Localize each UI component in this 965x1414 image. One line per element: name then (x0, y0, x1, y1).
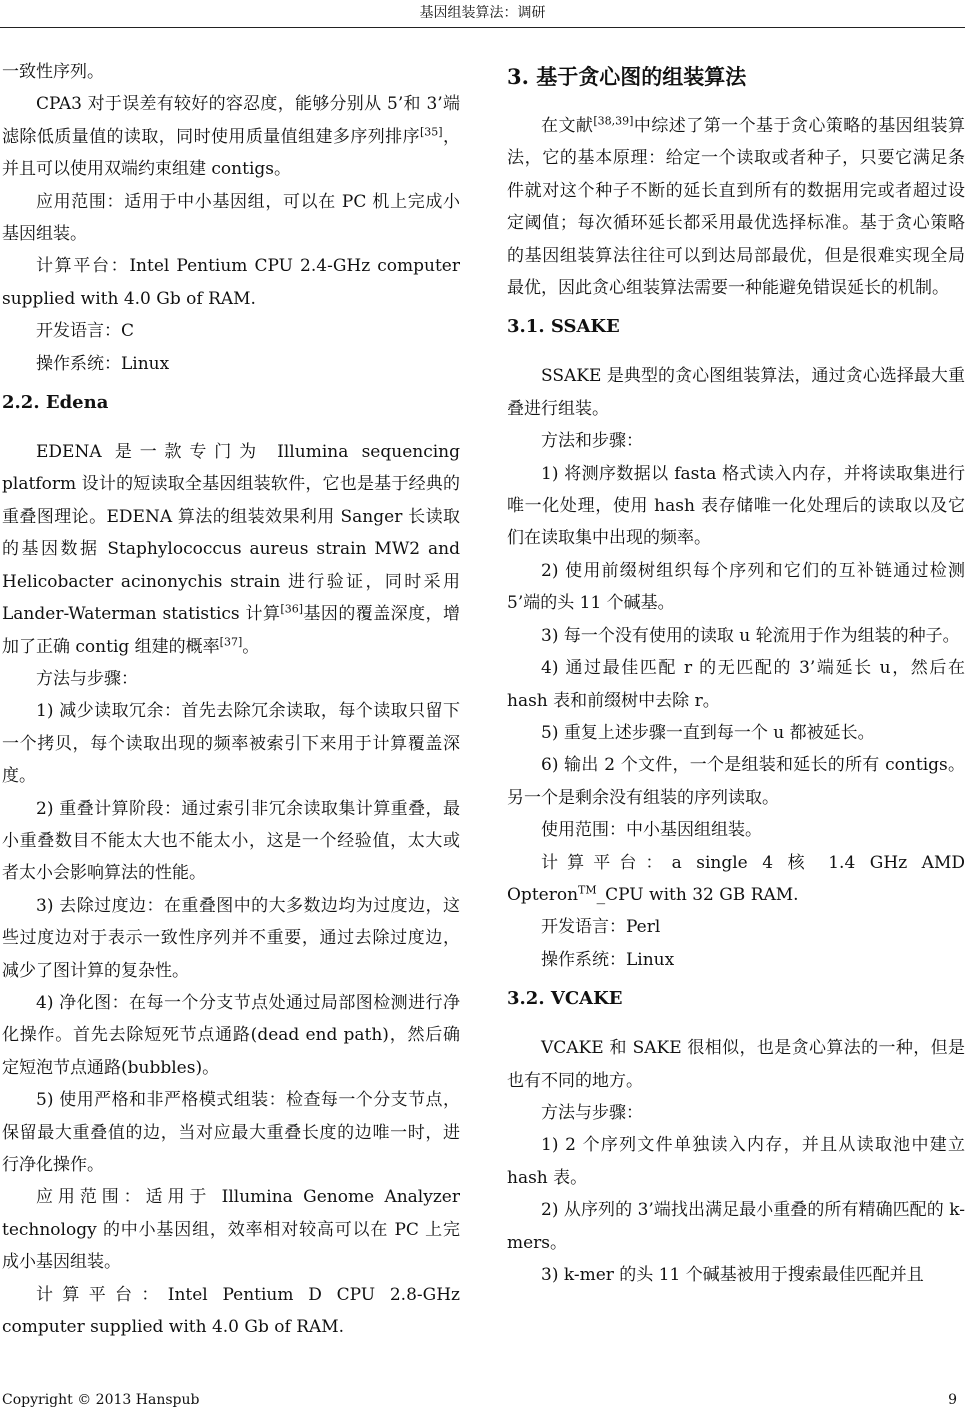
text-span: 中综述了第一个基于贪心策略的基因组装算法，它的基本原理：给定一个读取或者种子，只要它满足条件就对这个种子不断的延长直到所有的数据用完或者超过设定阈值；每次循环延长都采用最优选择标准。基于贪心策略的基因组装算法往往可以到达局部最优，但是很难实现全局最优，因此贪心组装算法需要一种能避免错误延长的机制。 (507, 116, 965, 299)
paragraph: VCAKE 和 SAKE 很相似，也是贪心算法的一种，但是也有不同的地方。 (507, 1038, 965, 1091)
text-span: CPA3 对于误差有较好的容忍度，能够分别从 5’和 3’端滤除低质量值的读取，同时使用质量值组建多序列排序 (2, 94, 460, 147)
subsection-heading: 3.1. SSAKE (507, 316, 620, 338)
list-item: 1) 将测序数据以 fasta 格式读入内存，并将读取集进行唯一化处理，使用 hash 表存储唯一化处理后的读取以及它们在读取集中出现的频率。 (507, 463, 965, 549)
text-span: _CPU with 32 GB RAM. (596, 884, 799, 905)
list-item: 5) 使用严格和非严格模式组装：检查每一个分支节点，保留最大重叠值的边，当对应最大重叠长度的边唯一时，进行净化操作。 (2, 1090, 460, 1175)
text-span: ，并且可以使用双端约束组建 contigs。 (2, 126, 461, 180)
trademark-mark: TM (578, 883, 597, 897)
paragraph: 方法与步骤： (36, 668, 138, 689)
paragraph: 操作系统：Linux (541, 949, 675, 970)
text-span: 基因的覆盖深度，增加了正确 contig 组建的概率 (2, 604, 461, 657)
list-item: 2) 从序列的 3’端找出满足最小重叠的所有精确匹配的 k-mers。 (507, 1200, 965, 1253)
text-span: 在文献 (541, 116, 594, 136)
paragraph: 一致性序列。 (2, 62, 104, 82)
list-item: 4) 通过最佳匹配 r 的无匹配的 3’端延长 u，然后在 hash 表和前缀树中去除 r。 (507, 658, 965, 711)
paragraph: 方法与步骤： (541, 1102, 643, 1123)
paragraph (2, 436, 460, 663)
subsection-heading: 3.2. VCAKE (507, 988, 623, 1010)
paragraph (2, 88, 460, 185)
citation: [36] (280, 602, 303, 616)
text-span: 计算平台：a single 4 核 1.4 GHz AMD Opteron (507, 852, 965, 905)
paragraph: 应用范围：适用于 Illumina Genome Analyzer technology 的中小基因组，效率相对较高可以在 PC 上完成小基因组装。 (2, 1187, 460, 1273)
paragraph: 使用范围：中小基因组组装。 (541, 820, 762, 841)
right-column (507, 56, 965, 1291)
list-item: 5) 重复上述步骤一直到每一个 u 都被延长。 (541, 722, 875, 743)
paragraph: 开发语言：Perl (541, 917, 661, 938)
text-span: EDENA 是一款专门为 Illumina sequencing platform 设计的短读取全基因组装软件，它也是基于经典的重叠图理论。EDENA 算法的组装效果利用 Sanger 长读取的基因数据 Staphylococcus aureus strain MW2 and Helicobacter acinonychis strain 进行验证，同时采用 Lander-Waterman statistics 计算 (2, 442, 460, 625)
list-item: 3) 每一个没有使用的读取 u 轮流用于作为组装的种子。 (541, 625, 960, 646)
section-heading: 2.2. Edena (2, 392, 109, 414)
paragraph: 计算平台：Intel Pentium D CPU 2.8-GHz computer supplied with 4.0 Gb of RAM. (2, 1284, 460, 1338)
list-item: 3) k-mer 的头 11 个碱基被用于搜索最佳匹配并且 (541, 1265, 924, 1285)
header-title: 基因组装算法：调研 (419, 5, 546, 21)
running-header (0, 0, 965, 24)
list-item: 6) 输出 2 个文件，一个是组装和延长的所有 contigs。另一个是剩余没有组装的序列读取。 (507, 755, 965, 808)
paragraph: SSAKE 是典型的贪心图组装算法，通过贪心选择最大重叠进行组装。 (507, 366, 965, 419)
page-number: 9 (948, 1392, 957, 1408)
list-item: 4) 净化图：在每一个分支节点处通过局部图检测进行净化操作。首先去除短死节点通路(dead end path)，然后确定短泡节点通路(bubbles)。 (2, 992, 460, 1078)
list-item: 2) 使用前缀树组织每个序列和它们的互补链通过检测 5’端的头 11 个碱基。 (507, 560, 965, 614)
paragraph: 计算平台：Intel Pentium CPU 2.4-GHz computer supplied with 4.0 Gb of RAM. (2, 256, 460, 309)
paragraph (507, 847, 965, 912)
citation: [38,39] (593, 114, 634, 128)
section-heading: 3. 基于贪心图的组装算法 (507, 64, 747, 89)
list-item: 3) 去除过度边：在重叠图中的大多数边均为过度边，这些过度边对于表示一致性序列并不重要，通过去除过度边，减少了图计算的复杂性。 (2, 895, 460, 981)
paragraph: 方法和步骤： (541, 431, 643, 452)
list-item: 1) 2 个序列文件单独读入内存，并且从读取池中建立 hash 表。 (507, 1135, 965, 1188)
list-item: 1) 减少读取冗余：首先去除冗余读取，每个读取只留下一个拷贝，每个读取出现的频率被索引下来用于计算覆盖深度。 (2, 701, 460, 787)
copyright-text: Copyright © 2013 Hanspub (2, 1392, 200, 1408)
list-item: 2) 重叠计算阶段：通过索引非冗余读取集计算重叠，最小重叠数目不能太大也不能太小，这是一个经验值，太大或者太小会影响算法的性能。 (2, 798, 460, 884)
header-rule (0, 27, 965, 28)
paragraph (507, 110, 965, 304)
citation: [35] (420, 125, 443, 139)
text-span: 。 (242, 636, 260, 657)
citation: [37] (219, 634, 243, 648)
paragraph: 操作系统：Linux (36, 353, 170, 374)
left-column (2, 56, 460, 1343)
paragraph: 开发语言：C (36, 321, 135, 342)
paragraph: 应用范围：适用于中小基因组，可以在 PC 机上完成小基因组装。 (2, 191, 460, 245)
